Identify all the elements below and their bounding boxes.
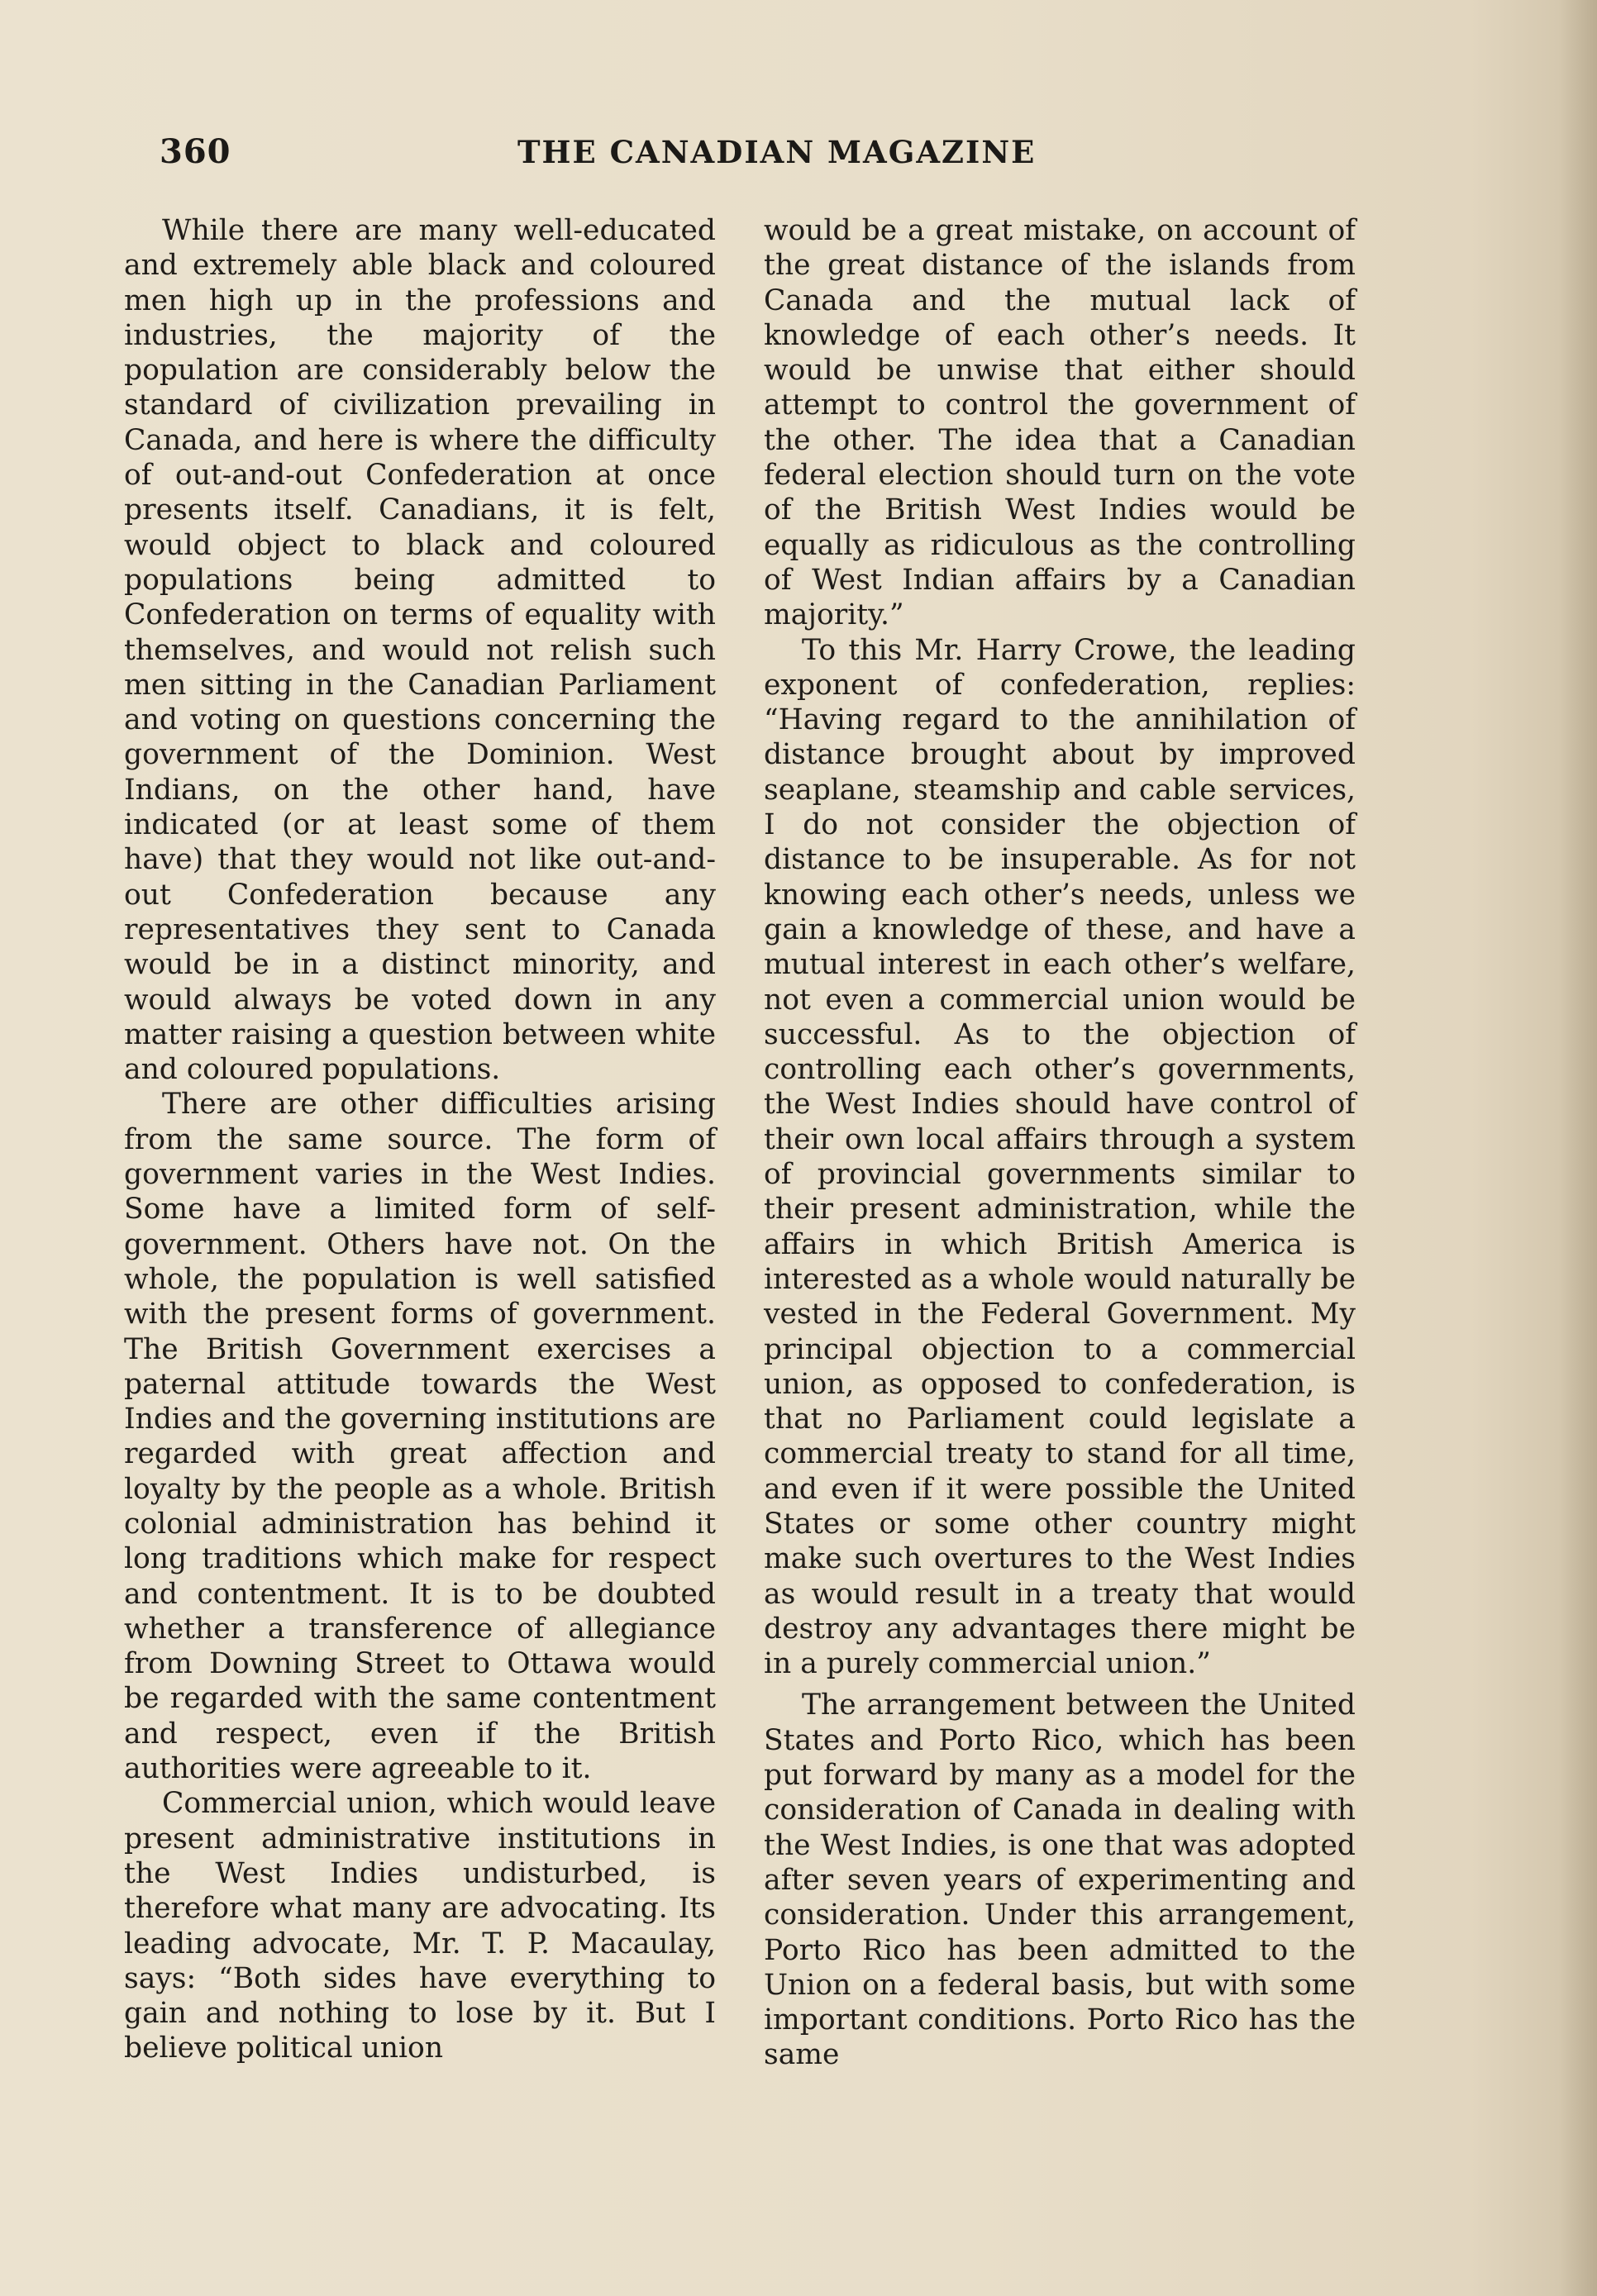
- running-title: THE CANADIAN MAGAZINE: [517, 134, 1037, 170]
- paragraph-continued: would be a great mistake, on account of the great distance of the islands from Canada and the mutual lack of knowledge of each other’s needs. It would be unwise that either should attempt to control the government of the other. The idea that a Canadian federal election should turn on the vote of the British West Indies would be equally as ridiculous as the controlling of West Indian affairs by a Canadian majority.”: [764, 214, 1356, 632]
- page-number: 360: [160, 132, 231, 171]
- left-column: [124, 213, 716, 2066]
- paragraph: The arrangement between the United States and Porto Rico, which has been put forward by many as a model for the consideration of Canada in dealing with the West Indies, is one that was adopted after seven years of experimenting and consideration. Under this arrangement, Porto Rico has been admitted to the Union on a federal basis, but with some important conditions. Porto Rico has the same: [764, 1689, 1356, 2072]
- page-header: [0, 132, 1597, 190]
- paragraph: To this Mr. Harry Crowe, the leading exponent of confederation, replies: “Having regard to the annihilation of distance brought about by improved seaplane, steamship and cable services, I do not consider the objection of distance to be insuperable. As for not knowing each other’s needs, unless we gain a knowledge of these, and have a mutual interest in each other’s welfare, not even a commercial union would be successful. As to the objection of controlling each other’s governments, the West Indies should have control of their own local affairs through a system of provincial governments similar to their present administration, while the affairs in which British America is interested as a whole would naturally be vested in the Federal Government. My principal objection to a commercial union, as opposed to confederation, is that no Parliament could legislate a commercial treaty to stand for all time, and even if it were possible the United States or some other country might make such overtures to the West Indies as would result in a treaty that would destroy any advantages there might be in a purely commercial union.”: [764, 633, 1356, 1681]
- paragraph: Commercial union, which would leave present administrative institutions in the West Indies undisturbed, is therefore what many are advocating. Its leading advocate, Mr. T. P. Macaulay, says: “Both sides have everything to gain and nothing to lose by it. But I believe political union: [124, 1787, 716, 2065]
- paragraph: There are other difficulties arising from the same source. The form of government varies in the West Indies. Some have a limited form of self-government. Others have not. On the whole, the population is well satisfied with the present forms of government. The British Government exercises a paternal attitude towards the West Indies and the governing institutions are regarded with great affection and loyalty by the people as a whole. British colonial administration has behind it long traditions which make for respect and contentment. It is to be doubted whether a transference of allegiance from Downing Street to Ottawa would be regarded with the same contentment and respect, even if the British authorities were agreeable to it.: [124, 1088, 716, 1786]
- page-edge-shadow: [1559, 0, 1597, 2296]
- paragraph: While there are many well-educated and extremely able black and coloured men high up in the professions and industries, the majority of the population are considerably below the standard of civilization prevailing in Canada, and here is where the difficulty of out-and-out Confederation at once presents itself. Canadians, it is felt, would object to black and coloured populations being admitted to Confederation on terms of equality with themselves, and would not relish such men sitting in the Canadian Parliament and voting on questions concerning the government of the Dominion. West Indians, on the other hand, have indicated (or at least some of them have) that they would not like out-and-out Confederation because any representatives they sent to Canada would be in a distinct minority, and would always be voted down in any matter raising a question between white and coloured populations.: [124, 214, 716, 1087]
- right-column: [764, 213, 1356, 2073]
